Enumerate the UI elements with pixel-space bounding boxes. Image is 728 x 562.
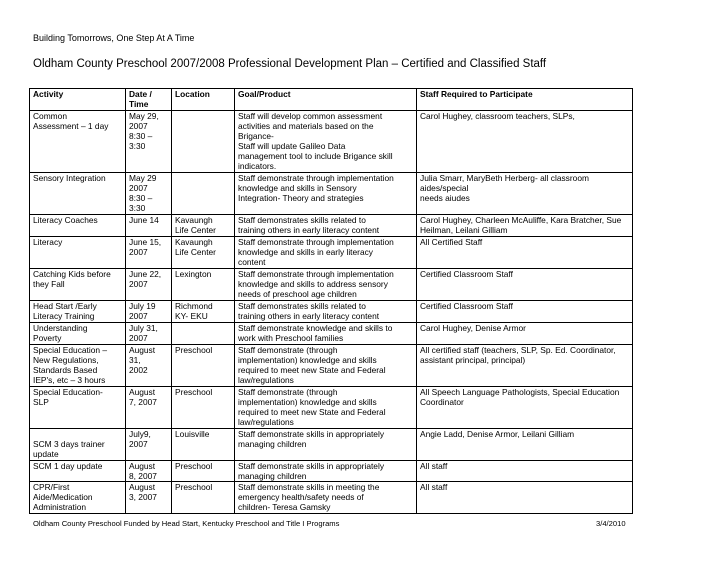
header-goal-product: Goal/Product (235, 89, 417, 111)
location-cell: Kavaungh Life Center (172, 237, 235, 269)
date-cell: August 8, 2007 (126, 461, 172, 482)
goal-cell: Staff demonstrate skills in appropriately managing children (235, 461, 417, 482)
goal-cell: Staff demonstrate through implementation knowledge and skills in Sensory Integration- Theory and strategies (235, 173, 417, 215)
date-cell: June 15, 2007 (126, 237, 172, 269)
footer-funding-note: Oldham County Preschool Funded by Head Start, Kentucky Preschool and Title I Programs (33, 519, 340, 528)
staff-cell: All certified staff (teachers, SLP, Sp. Ed. Coordinator, assistant principal, principal) (417, 345, 633, 387)
date-cell: July9, 2007 (126, 429, 172, 461)
footer-date: 3/4/2010 (596, 519, 626, 528)
date-cell: June 22, 2007 (126, 269, 172, 301)
table-header-row (30, 89, 633, 111)
table-row (30, 111, 633, 173)
date-cell: July 19 2007 (126, 301, 172, 323)
document-tagline: Building Tomorrows, One Step At A Time (33, 33, 195, 43)
activity-cell: Catching Kids before they Fall (30, 269, 126, 301)
goal-cell: Staff will develop common assessment activities and materials based on the Brigance- Staff will update Galileo Data management tool to include Brigance skill indicators. (235, 111, 417, 173)
table-row (30, 482, 633, 514)
location-cell (172, 111, 235, 173)
goal-cell: Staff demonstrates skills related to training others in early literacy content (235, 215, 417, 237)
staff-cell: All staff (417, 482, 633, 514)
activity-cell: Special Education – New Regulations, Standards Based IEP's, etc – 3 hours (30, 345, 126, 387)
activity-cell: Literacy Coaches (30, 215, 126, 237)
staff-cell: All staff (417, 461, 633, 482)
activity-cell: SCM 1 day update (30, 461, 126, 482)
header-activity: Activity (30, 89, 126, 111)
development-plan-table (29, 88, 633, 514)
location-cell: Preschool (172, 482, 235, 514)
activity-cell: Head Start /Early Literacy Training (30, 301, 126, 323)
activity-cell: Literacy (30, 237, 126, 269)
location-cell: Preschool (172, 461, 235, 482)
goal-cell: Staff demonstrate knowledge and skills to work with Preschool families (235, 323, 417, 345)
location-cell (172, 323, 235, 345)
goal-cell: Staff demonstrate (through implementation) knowledge and skills required to meet new State and Federal law/regulations (235, 345, 417, 387)
header-date-time: Date / Time (126, 89, 172, 111)
staff-cell: Certified Classroom Staff (417, 269, 633, 301)
activity-cell: Sensory Integration (30, 173, 126, 215)
date-cell: July 31, 2007 (126, 323, 172, 345)
date-cell: May 29 2007 8:30 – 3:30 (126, 173, 172, 215)
table-row (30, 215, 633, 237)
date-cell: June 14 (126, 215, 172, 237)
date-cell: August 7, 2007 (126, 387, 172, 429)
table-row (30, 173, 633, 215)
staff-cell: All Speech Language Pathologists, Special Education Coordinator (417, 387, 633, 429)
staff-cell: Julia Smarr, MaryBeth Herberg- all classroom aides/special needs aiudes (417, 173, 633, 215)
goal-cell: Staff demonstrate skills in meeting the emergency health/safety needs of children- Teresa Gamsky (235, 482, 417, 514)
location-cell: Preschool (172, 345, 235, 387)
goal-cell: Staff demonstrate through implementation knowledge and skills in early literacy content (235, 237, 417, 269)
staff-cell: All Certified Staff (417, 237, 633, 269)
activity-cell: Understanding Poverty (30, 323, 126, 345)
date-cell: August 31, 2002 (126, 345, 172, 387)
goal-cell: Staff demonstrate skills in appropriately managing children (235, 429, 417, 461)
header-staff-required: Staff Required to Participate (417, 89, 633, 111)
table-row (30, 237, 633, 269)
table-row (30, 387, 633, 429)
activity-cell: SCM 3 days trainer update (30, 429, 126, 461)
activity-cell: Special Education- SLP (30, 387, 126, 429)
table-row (30, 345, 633, 387)
table-body (30, 111, 633, 514)
location-cell (172, 173, 235, 215)
table-row (30, 461, 633, 482)
header-location: Location (172, 89, 235, 111)
location-cell: Preschool (172, 387, 235, 429)
staff-cell: Certified Classroom Staff (417, 301, 633, 323)
table-row (30, 429, 633, 461)
staff-cell: Carol Hughey, Denise Armor (417, 323, 633, 345)
staff-cell: Angie Ladd, Denise Armor, Leilani Gilliam (417, 429, 633, 461)
table-row (30, 301, 633, 323)
goal-cell: Staff demonstrates skills related to training others in early literacy content (235, 301, 417, 323)
location-cell: Richmond KY- EKU (172, 301, 235, 323)
staff-cell: Carol Hughey, classroom teachers, SLPs, (417, 111, 633, 173)
goal-cell: Staff demonstrate (through implementation) knowledge and skills required to meet new State and Federal law/regulations (235, 387, 417, 429)
table-row (30, 323, 633, 345)
location-cell: Louisville (172, 429, 235, 461)
location-cell: Kavaungh Life Center (172, 215, 235, 237)
activity-cell: CPR/First Aide/Medication Administration (30, 482, 126, 514)
date-cell: August 3, 2007 (126, 482, 172, 514)
location-cell: Lexington (172, 269, 235, 301)
document-title: Oldham County Preschool 2007/2008 Professional Development Plan – Certified and Classified Staff (33, 58, 547, 70)
activity-cell: Common Assessment – 1 day (30, 111, 126, 173)
table-row (30, 269, 633, 301)
date-cell: May 29, 2007 8:30 – 3:30 (126, 111, 172, 173)
staff-cell: Carol Hughey, Charleen McAuliffe, Kara Bratcher, Sue Heilman, Leilani Gilliam (417, 215, 633, 237)
goal-cell: Staff demonstrate through implementation knowledge and skills to address sensory needs of preschool age children (235, 269, 417, 301)
